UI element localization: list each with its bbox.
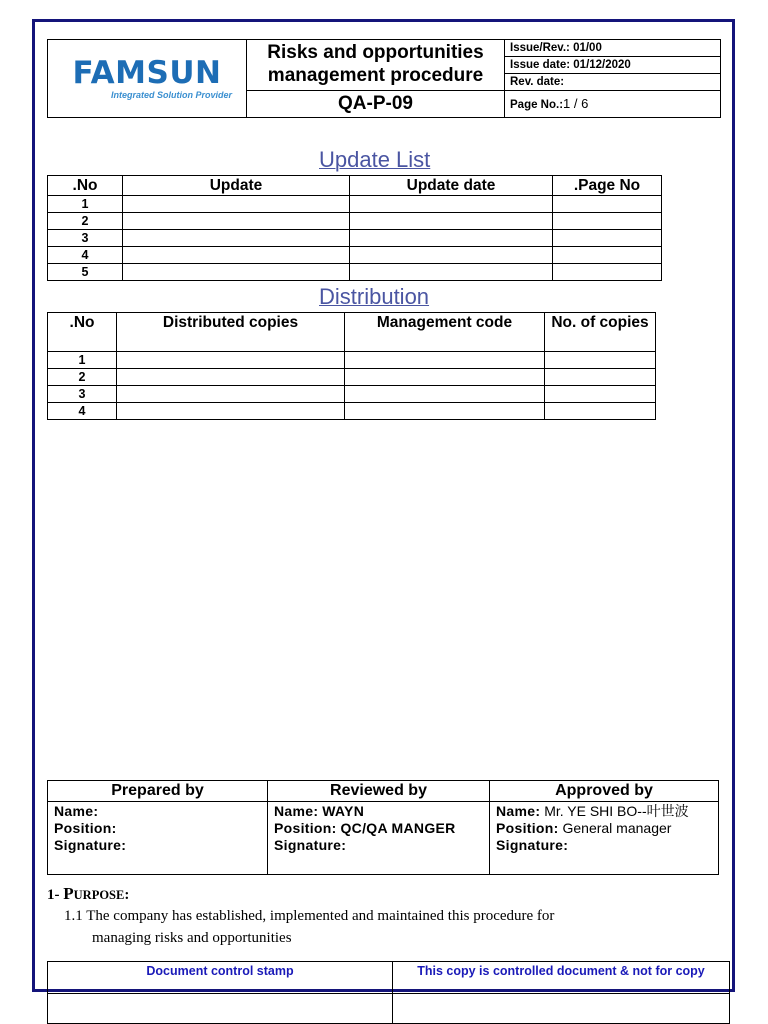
title-line-1: Risks and opportunities [267, 42, 484, 63]
page-number [505, 91, 721, 118]
name-value: WAYN [322, 803, 365, 819]
purpose-text [64, 905, 684, 949]
stamp-right-label: This copy is controlled document & not for copy [393, 962, 730, 994]
table-cell [345, 352, 545, 369]
table-cell [350, 196, 553, 213]
row-number: 2 [48, 369, 117, 386]
title-line-2: management procedure [267, 65, 484, 86]
table-row [48, 230, 662, 247]
reviewed-by-block [268, 802, 490, 875]
col-header: .No [48, 176, 123, 196]
row-number: 3 [48, 230, 123, 247]
col-header: .Page No [553, 176, 662, 196]
row-number: 2 [48, 213, 123, 230]
heading-rest: URPOSE [73, 888, 125, 902]
row-number: 3 [48, 386, 117, 403]
name-value: Mr. YE SHI BO--叶世波 [544, 803, 689, 819]
signature-label: Signature: [496, 837, 569, 853]
row-number: 1 [48, 352, 117, 369]
table-cell [553, 196, 662, 213]
table-row [48, 264, 662, 281]
table-cell [545, 369, 656, 386]
heading-colon: : [124, 887, 130, 903]
table-cell [350, 213, 553, 230]
row-number: 4 [48, 247, 123, 264]
rev-date: Rev. date: [505, 74, 721, 91]
table-cell [123, 247, 350, 264]
distribution-table [47, 312, 656, 420]
logo-tagline: Integrated Solution Provider [110, 90, 232, 100]
col-header: No. of copies [545, 313, 656, 352]
table-cell [123, 264, 350, 281]
stamp-area [393, 994, 730, 1024]
purpose-heading [47, 884, 129, 904]
signature-label: Signature: [274, 837, 347, 853]
document-title [247, 40, 505, 91]
logo-wordmark: FAMSUN [72, 55, 222, 91]
table-row [48, 247, 662, 264]
section-number: 1- [47, 887, 60, 903]
table-cell [350, 264, 553, 281]
company-logo [48, 40, 247, 118]
table-row [48, 213, 662, 230]
col-header: Update [123, 176, 350, 196]
table-cell [345, 369, 545, 386]
document-header [47, 39, 721, 118]
position-label: Position: [496, 820, 559, 836]
col-header: Management code [345, 313, 545, 352]
row-number: 5 [48, 264, 123, 281]
table-row [48, 196, 662, 213]
name-label: Name: [54, 803, 99, 819]
purpose-line-1: 1.1 The company has established, implemented and maintained this procedure for [64, 908, 555, 924]
table-cell [553, 213, 662, 230]
table-cell [117, 386, 345, 403]
position-label: Position: [54, 820, 117, 836]
issue-rev: Issue/Rev.: 01/00 [505, 40, 721, 57]
row-number: 1 [48, 196, 123, 213]
prepared-by-block [48, 802, 268, 875]
table-cell [123, 196, 350, 213]
table-cell [553, 230, 662, 247]
approved-by-block [490, 802, 719, 875]
table-cell [350, 230, 553, 247]
update-list-table [47, 175, 662, 281]
table-row [48, 352, 656, 369]
row-number: 4 [48, 403, 117, 420]
stamp-left-label: Document control stamp [48, 962, 393, 994]
table-cell [123, 230, 350, 247]
table-cell [345, 403, 545, 420]
table-row [48, 386, 656, 403]
approved-by-header: Approved by [490, 781, 719, 802]
position-value: QC/QA MANGER [340, 820, 456, 836]
purpose-line-2: managing risks and opportunities [92, 930, 292, 946]
table-cell [345, 386, 545, 403]
approval-table [47, 780, 719, 875]
table-cell [117, 369, 345, 386]
distribution-title: Distribution [319, 284, 430, 309]
reviewed-by-header: Reviewed by [268, 781, 490, 802]
prepared-by-header: Prepared by [48, 781, 268, 802]
stamp-area [48, 994, 393, 1024]
table-cell [545, 403, 656, 420]
table-cell [117, 352, 345, 369]
table-cell [117, 403, 345, 420]
name-label: Name: [274, 803, 319, 819]
position-value: General manager [562, 820, 672, 836]
col-header: .No [48, 313, 117, 352]
table-cell [350, 247, 553, 264]
col-header: Distributed copies [117, 313, 345, 352]
update-list-title: Update List [319, 147, 431, 172]
table-cell [553, 264, 662, 281]
page-number-label: Page No.: [510, 98, 564, 111]
table-row [48, 403, 656, 420]
control-stamp-table [47, 961, 730, 1024]
col-header: Update date [350, 176, 553, 196]
table-cell [123, 213, 350, 230]
document-code: QA-P-09 [247, 91, 505, 118]
page-number-value: 1 / 6 [563, 95, 589, 111]
name-label: Name: [496, 803, 541, 819]
heading-initial: P [63, 884, 74, 903]
table-cell [553, 247, 662, 264]
table-row [48, 369, 656, 386]
position-label: Position: [274, 820, 337, 836]
issue-date: Issue date: 01/12/2020 [505, 57, 721, 74]
signature-label: Signature: [54, 837, 127, 853]
table-cell [545, 352, 656, 369]
table-cell [545, 386, 656, 403]
